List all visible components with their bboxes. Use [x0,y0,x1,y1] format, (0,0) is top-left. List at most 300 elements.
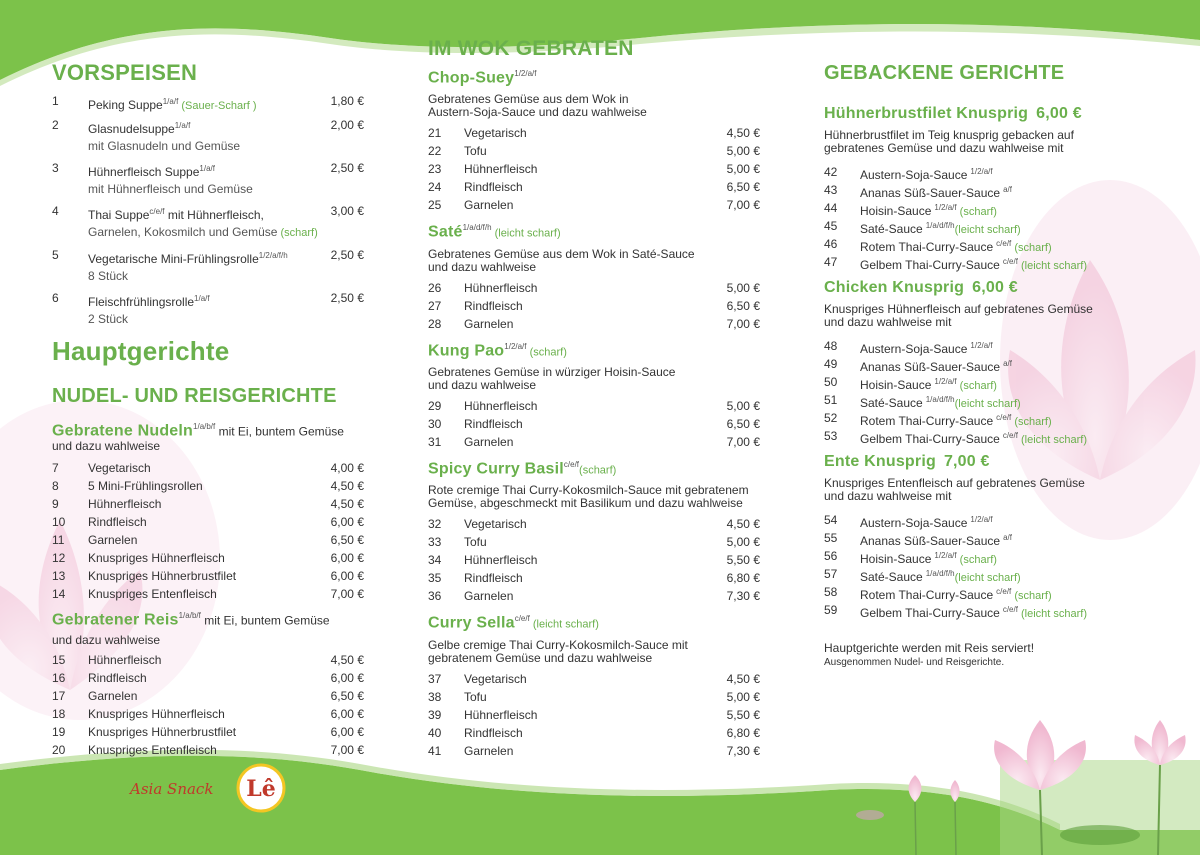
item-name-block [88,247,364,285]
gebratener-reis-header [52,611,364,646]
list-item [428,515,760,533]
gebacken-section-desc [824,477,1114,503]
item-name: Gelbem Thai-Curry-Sauce [860,432,1000,446]
list-item [52,203,364,242]
item-number: 24 [428,180,442,195]
item-price: 7,00 € [726,316,760,331]
item-name-block [88,160,364,198]
vorspeisen-list [52,93,364,328]
wok-items [428,397,760,451]
list-item [428,142,760,160]
desc-line: Gebratenes Gemüse aus dem Wok in Saté-Sauce [428,246,695,261]
item-sup: 1/2/a/f [934,551,957,560]
item-name: Hühnerfleisch [464,162,538,177]
item-number: 20 [52,742,66,757]
item-sub-text: mit Hühnerfleisch und Gemüse [88,182,253,196]
desc-line: gebratenem Gemüse und dazu wahlweise [428,650,653,665]
item-number: 25 [428,198,442,213]
item-number: 7 [52,461,59,476]
item-price: 4,50 € [726,517,760,532]
item-number: 2 [52,118,59,132]
item-name: Hoisin-Sauce [860,204,932,218]
wok-section-title: Saté [428,223,463,241]
item-number: 38 [428,689,442,704]
list-item [824,391,1114,409]
item-number: 55 [824,531,838,545]
item-name-block [860,253,1087,275]
item-number: 29 [428,398,442,413]
item-name: Garnelen [88,688,138,703]
item-name: Hühnerfleisch [464,398,538,413]
item-sub [88,224,364,242]
wok-sections [428,69,760,760]
item-name: Knuspriges Hühnerbrustfilet [88,724,237,739]
wok-items [428,124,760,214]
list-item [428,688,760,706]
item-number: 31 [428,434,442,449]
gebacken-section-title: Hühnerbrustfilet Knusprig [824,105,1029,122]
item-number: 28 [428,316,442,331]
item-number: 32 [428,517,442,532]
item-number: 59 [824,603,838,617]
desc-line: Hühnerbrustfilet im Teig knusprig gebacken auf [824,128,1074,142]
item-note: (Sauer-Scharf ) [178,100,257,112]
item-sup: c/e/f [1002,431,1018,440]
item-name: Garnelen [88,533,138,548]
item-number: 34 [428,553,442,568]
desc-line: Knuspriges Entenfleisch auf gebratenes Gemüse [824,476,1085,490]
item-price: 2,00 € [330,118,364,132]
column-middle [428,37,760,760]
list-item [824,529,1114,547]
item-name: Thai Suppe [88,208,150,222]
item-number: 58 [824,585,838,599]
gebacken-section-price: 7,00 € [943,453,990,470]
list-item [428,587,760,605]
logo-text: Asia Snack [130,780,214,798]
wok-section-header [428,223,760,241]
gebratener-reis-title: Gebratener Reis [52,611,179,629]
nudeln-list [52,459,364,603]
item-number: 45 [824,219,838,233]
item-sup: c/e/f [996,239,1012,248]
item-sup: c/e/f [1002,605,1018,614]
item-price: 5,00 € [726,162,760,177]
list-item [428,551,760,569]
item-sub [88,268,364,285]
item-note: (leicht scharf) [954,398,1021,410]
desc-line: Knuspriges Hühnerfleisch auf gebratenes Gemüse [824,302,1093,316]
item-note: (scharf) [956,554,997,566]
item-sup: 1/2/a/f/h [258,251,288,260]
item-name: Hühnerfleisch [88,652,162,667]
item-number: 1 [52,94,59,108]
list-item [52,531,364,549]
item-name-block [860,601,1087,623]
item-price: 5,00 € [726,280,760,295]
wok-section-desc [428,366,760,392]
wok-items [428,279,760,333]
item-number: 41 [428,743,442,758]
item-number: 47 [824,255,838,269]
item-sup: 1/2/a/f [934,377,957,386]
item-price: 4,50 € [330,652,364,667]
wok-section-desc [428,639,760,665]
desc-line: gebratenes Gemüse und dazu wahlweise mit [824,141,1064,155]
list-item [52,651,364,669]
list-item [52,687,364,705]
list-item [52,93,364,115]
item-name: Hühnerfleisch [464,280,538,295]
desc-line: und dazu wahlweise [428,377,537,392]
list-item [824,181,1114,199]
wok-section-sup: c/e/f [563,459,580,469]
list-item [824,355,1114,373]
wok-section-note: (leicht scharf) [491,227,561,240]
desc-line: Austern-Soja-Sauce und dazu wahlweise [428,105,647,120]
item-name: Garnelen [464,316,514,331]
item-note: (leicht scharf) [954,572,1021,584]
item-number: 30 [428,416,442,431]
gebratene-nudeln-sup: 1/a/b/f [193,422,216,431]
item-name-block [88,93,364,115]
item-name: Rotem Thai-Curry-Sauce [860,240,994,254]
item-sup: c/e/f [996,413,1012,422]
wok-section-sup: 1/2/a/f [504,341,527,351]
item-number: 37 [428,671,442,686]
item-name: Knuspriges Hühnerfleisch [88,551,225,566]
item-name: Glasnudelsuppe [88,122,175,136]
item-price: 5,00 € [726,144,760,159]
list-item [824,373,1114,391]
item-sub [88,138,364,155]
item-note: (scharf) [1011,242,1052,254]
item-name: Garnelen [464,743,514,758]
item-sub-text: mit Glasnudeln und Gemüse [88,139,241,153]
item-price: 3,00 € [330,204,364,218]
desc-line: Gelbe cremige Thai Curry-Kokosmilch-Sauce mit [428,637,688,652]
item-number: 16 [52,670,66,685]
desc-line: und dazu wahlweise mit [824,489,952,503]
list-item [428,706,760,724]
item-price: 4,50 € [726,126,760,141]
item-number: 40 [428,725,442,740]
item-name: Knuspriges Entenfleisch [88,742,217,757]
list-item [428,178,760,196]
item-sup: 1/a/f [199,164,215,173]
item-name-block [860,427,1087,449]
wok-section-header [428,342,760,360]
list-item [52,705,364,723]
item-sup: 1/a/f [174,121,191,130]
gebratener-reis-sup: 1/a/b/f [178,611,201,621]
wok-section-title: Kung Pao [428,341,505,359]
list-item [52,585,364,603]
item-number: 35 [428,571,442,586]
list-item [428,160,760,178]
item-sup: a/f [1003,533,1012,542]
gebacken-section-title: Chicken Knusprig [824,279,965,296]
item-number: 53 [824,429,838,443]
list-item [52,513,364,531]
list-item [428,124,760,142]
item-name: Rotem Thai-Curry-Sauce [860,414,994,428]
item-name: Saté-Sauce [860,570,923,584]
item-price: 6,80 € [726,725,760,740]
item-name: Peking Suppe [88,98,163,112]
wok-section-sup: c/e/f [514,614,530,624]
nudel-title: NUDEL- UND REISGERICHTE [52,385,337,407]
item-number: 26 [428,280,442,295]
item-name-block [88,290,364,328]
item-name: Hoisin-Sauce [860,378,932,392]
item-name: 5 Mini-Frühlingsrollen [88,479,203,494]
wok-section-sup: 1/a/d/f/h [462,223,492,233]
item-price: 6,50 € [330,533,364,548]
item-price: 5,00 € [726,689,760,704]
item-name: Rindfleisch [464,725,523,740]
item-name: Rindfleisch [464,571,523,586]
item-name: Rindfleisch [464,180,523,195]
item-note: (leicht scharf) [954,224,1021,236]
wok-section-sup: 1/2/a/f [514,69,537,78]
item-number: 44 [824,201,838,215]
item-price: 6,00 € [330,724,364,739]
item-price: 6,50 € [726,416,760,431]
list-item [428,315,760,333]
list-item [824,199,1114,217]
item-price: 6,00 € [330,515,364,530]
list-item [52,741,364,759]
wok-section-desc [428,484,760,510]
list-item [52,723,364,741]
item-name: Ananas Süß-Sauer-Sauce [860,186,1001,200]
item-number: 19 [52,724,66,739]
item-sup: 1/a/d/f/h [925,569,955,578]
item-number: 5 [52,248,59,262]
gebratene-nudeln-line2: und dazu wahlweise [52,439,161,454]
item-name: Garnelen [464,198,514,213]
list-item [824,511,1114,529]
item-sup: c/e/f [996,587,1012,596]
item-note: (scharf) [956,380,997,392]
wok-section-desc [428,248,760,274]
wok-section-header [428,460,760,478]
wok-section-desc [428,93,760,119]
list-item [824,409,1114,427]
item-number: 51 [824,393,838,407]
list-item [824,565,1114,583]
item-number: 42 [824,165,838,179]
item-name: Tofu [464,535,487,550]
list-item [824,547,1114,565]
desc-line: Gemüse, abgeschmeckt mit Basilikum und dazu wahlweise [428,496,743,511]
item-sup: c/e/f [1002,257,1018,266]
item-price: 6,80 € [726,571,760,586]
item-note: (scharf) [1011,416,1052,428]
section-title-gebacken: GEBACKENE GERICHTE [824,62,1065,84]
item-sup: 1/2/a/f [934,203,957,212]
item-name: Rindfleisch [88,515,147,530]
list-item [52,247,364,285]
item-number: 11 [52,533,65,548]
item-price: 4,50 € [726,671,760,686]
item-sup: 1/a/d/f/h [925,221,955,230]
item-number: 9 [52,497,59,512]
item-price: 6,00 € [330,706,364,721]
item-price: 7,00 € [726,198,760,213]
logo-mark: Lê [246,776,276,802]
section-title-wok: IM WOK GEBRATEN [428,37,634,60]
item-number: 54 [824,513,838,527]
item-note: (scharf) [1011,590,1052,602]
gebratener-reis-line2: und dazu wahlweise [52,632,161,647]
item-price: 6,50 € [726,298,760,313]
item-number: 6 [52,291,59,305]
list-item [52,477,364,495]
desc-line: und dazu wahlweise mit [824,315,952,329]
item-price: 7,00 € [330,742,364,757]
item-name: Knuspriges Hühnerbrustfilet [88,569,237,584]
item-price: 7,30 € [726,743,760,758]
footer-note-small: Ausgenommen Nudel- und Reisgerichte. [824,657,1005,668]
item-price: 5,50 € [726,707,760,722]
list-item [428,297,760,315]
wok-section-title: Chop-Suey [428,69,515,87]
column-left [52,60,364,759]
wok-section-note: (scharf) [526,345,567,358]
gebacken-section-desc [824,129,1114,155]
column-right [824,62,1114,668]
item-name: Tofu [464,689,487,704]
item-name: Austern-Soja-Sauce [860,516,968,530]
item-note: (leicht scharf) [1017,434,1088,446]
gebratene-nudeln-suffix: mit Ei, buntem Gemüse [215,424,344,439]
list-item [824,253,1114,271]
item-price: 6,50 € [726,180,760,195]
item-number: 18 [52,706,66,721]
item-note: (leicht scharf) [1017,260,1088,272]
item-price: 7,00 € [726,434,760,449]
gebacken-sections [824,105,1114,619]
item-number: 33 [428,535,442,550]
item-number: 17 [52,688,66,703]
item-sup: 1/2/a/f [970,167,993,176]
item-price: 7,30 € [726,589,760,604]
item-name: Austern-Soja-Sauce [860,168,968,182]
item-number: 8 [52,479,59,494]
item-name: Knuspriges Hühnerfleisch [88,706,225,721]
wok-section-title: Curry Sella [428,614,515,632]
gebacken-section-header [824,453,1114,471]
item-sup: 1/2/a/f [970,515,993,524]
gebacken-section-title: Ente Knusprig [824,453,936,470]
item-sup: 1/a/d/f/h [925,395,955,404]
wok-section-note: (scharf) [579,464,617,477]
wok-items [428,515,760,605]
item-price: 6,50 € [330,688,364,703]
item-name: Austern-Soja-Sauce [860,342,968,356]
item-name: Tofu [464,144,487,159]
hauptgerichte-title: Hauptgerichte [52,336,230,366]
item-price: 5,00 € [726,535,760,550]
item-number: 13 [52,569,66,584]
item-sup: 1/2/a/f [970,341,993,350]
list-item [428,724,760,742]
list-item [52,160,364,198]
item-number: 10 [52,515,66,530]
item-price: 2,50 € [330,161,364,175]
list-item [824,217,1114,235]
gebacken-section-header [824,279,1114,297]
list-item [824,163,1114,181]
item-name: Saté-Sauce [860,222,923,236]
wok-section-title: Spicy Curry Basil [428,460,564,478]
item-price: 6,00 € [330,551,364,566]
gebratene-nudeln-header [52,422,364,453]
list-item [428,196,760,214]
item-number: 43 [824,183,838,197]
item-price: 4,50 € [330,497,364,512]
item-name: Vegetarisch [464,671,527,686]
list-item [52,459,364,477]
item-sup: c/e/f [149,207,165,216]
item-name: Saté-Sauce [860,396,923,410]
item-price: 5,50 € [726,553,760,568]
list-item [428,433,760,451]
list-item [428,742,760,760]
desc-line: und dazu wahlweise [428,259,537,274]
item-price: 5,00 € [726,398,760,413]
list-item [52,495,364,513]
item-sup: a/f [1003,185,1012,194]
list-item [428,397,760,415]
item-name-cont: mit Hühnerfleisch, [164,208,264,222]
gebacken-section-price: 6,00 € [1036,105,1082,122]
item-name: Garnelen [464,434,514,449]
item-name: Knuspriges Entenfleisch [88,587,217,602]
item-number: 23 [428,162,442,177]
item-price: 6,00 € [330,670,364,685]
item-name: Ananas Süß-Sauer-Sauce [860,534,1001,548]
list-item [428,569,760,587]
item-name: Rindfleisch [88,670,147,685]
item-name: Vegetarisch [88,461,151,476]
item-name: Vegetarische Mini-Frühlingsrolle [88,252,259,266]
list-item [428,415,760,433]
list-item [824,601,1114,619]
item-note: (leicht scharf) [1017,608,1088,620]
item-price: 7,00 € [330,587,364,602]
gebratene-nudeln-title: Gebratene Nudeln [52,422,194,440]
item-number: 46 [824,237,838,251]
item-name: Hühnerfleisch Suppe [88,165,200,179]
item-number: 21 [428,126,442,141]
item-name: Rotem Thai-Curry-Sauce [860,588,994,602]
item-sup: a/f [1003,359,1012,368]
list-item [428,533,760,551]
item-sub-text: Garnelen, Kokosmilch und Gemüse [88,225,278,239]
item-name-block [88,117,364,155]
item-price: 1,80 € [330,94,364,108]
item-name: Fleischfrühlingsrolle [88,295,195,309]
item-price: 2,50 € [330,248,364,262]
wok-section-note: (leicht scharf) [529,618,599,631]
list-item [428,279,760,297]
item-number: 39 [428,707,442,722]
item-note: (scharf) [956,206,997,218]
item-name: Gelbem Thai-Curry-Sauce [860,606,1000,620]
